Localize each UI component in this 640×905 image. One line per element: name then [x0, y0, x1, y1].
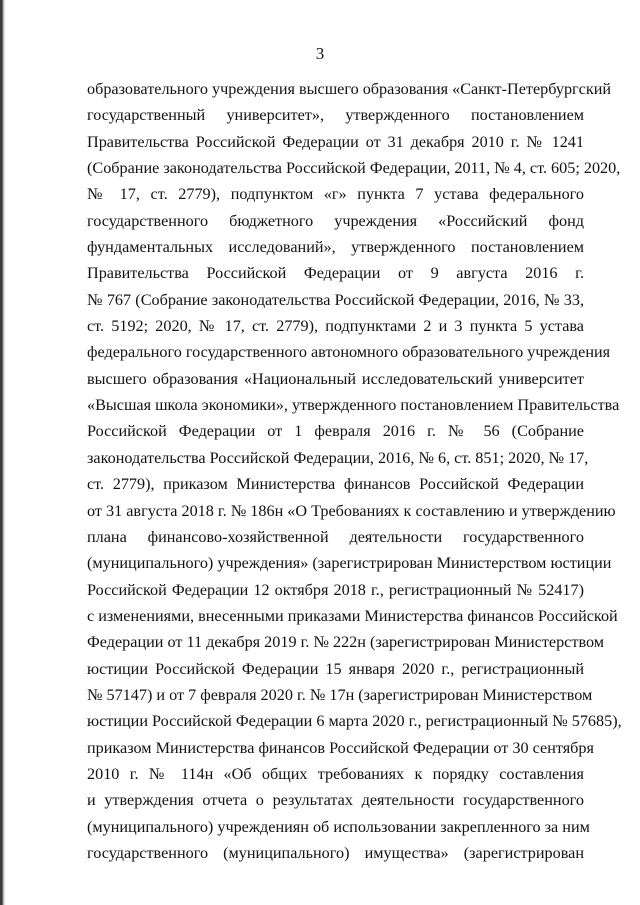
text-line: плана финансово-хозяйственной деятельности государственного [87, 527, 584, 546]
text-line: приказом Министерства финансов Российской Федерации от 30 сентября [87, 738, 594, 757]
text-line: (муниципального) учреждениян об использовании закрепленного за ним [87, 817, 590, 836]
page-number: 3 [315, 44, 325, 63]
body-text [87, 76, 622, 866]
text-line: и утверждения отчета о результатах деятельности государственного [87, 791, 584, 810]
text-line: ст. 5192; 2020, № 17, ст. 2779), подпунктами 2 и 3 пункта 5 устава [87, 317, 584, 336]
text-line: государственный университет», утвержденного постановлением [87, 106, 584, 125]
text-line: юстиции Российской Федерации 15 января 2020 г., регистрационный [87, 659, 584, 678]
text-line: федерального государственного автономного образовательного учреждения [87, 343, 611, 362]
text-line: высшего образования «Национальный исследовательский университет [87, 369, 584, 388]
text-line: Правительства Российской Федерации от 9 августа 2016 г. [87, 264, 584, 283]
text-line: законодательства Российской Федерации, 2016, № 6, ст. 851; 2020, № 17, [87, 448, 589, 467]
text-line: с изменениями, внесенными приказами Министерства финансов Российской [87, 606, 618, 625]
text-line: № 17, ст. 2779), подпунктом «г» пункта 7 устава федерального [87, 185, 584, 204]
text-line: государственного бюджетного учреждения «Российский фонд [87, 211, 584, 230]
text-line: фундаментальных исследований», утвержденного постановлением [87, 238, 584, 257]
text-line: от 31 августа 2018 г. № 186н «О Требованиях к составлению и утверждению [87, 501, 616, 520]
text-line: Российской Федерации от 1 февраля 2016 г. № 56 (Собрание [87, 422, 584, 441]
text-line: государственного (муниципального) имущества» (зарегистрирован [87, 843, 584, 862]
text-line: (муниципального) учреждения» (зарегистрирован Министерством юстиции [87, 554, 612, 573]
text-line: образовательного учреждения высшего образования «Санкт-Петербургский [87, 80, 612, 98]
text-line: юстиции Российской Федерации 6 марта 2020 г., регистрационный № 57685), [87, 712, 622, 731]
text-line: № 767 (Собрание законодательства Российской Федерации, 2016, № 33, [87, 290, 584, 309]
text-line: Федерации от 11 декабря 2019 г. № 222н (зарегистрирован Министерством [87, 633, 605, 652]
text-line: 2010 г. № 114н «Об общих требованиях к порядку составления [87, 764, 584, 783]
text-line: Российской Федерации 12 октября 2018 г., регистрационный № 52417) [87, 580, 584, 599]
scan-edge-shadow [0, 0, 5, 905]
text-line: Правительства Российской Федерации от 31 декабря 2010 г. № 1241 [87, 132, 584, 151]
text-line: ст. 2779), приказом Министерства финансов Российской Федерации [87, 475, 584, 494]
text-line: (Собрание законодательства Российской Федерации, 2011, № 4, ст. 605; 2020, [87, 159, 621, 178]
text-line: № 57147) и от 7 февраля 2020 г. № 17н (зарегистрирован Министерством [87, 685, 593, 704]
text-line: «Высшая школа экономики», утвержденного постановлением Правительства [87, 396, 620, 415]
